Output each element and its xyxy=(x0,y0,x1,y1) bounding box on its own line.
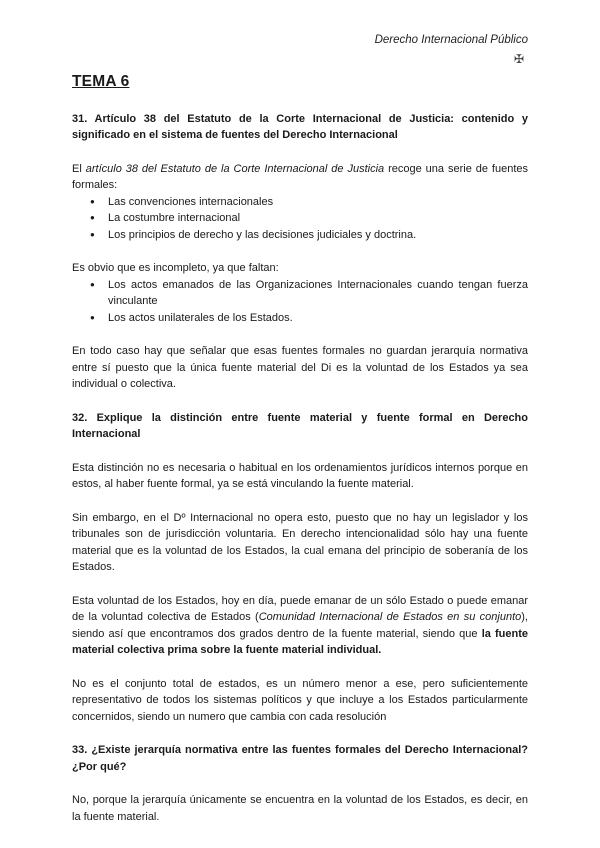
q32-p3-text-a: Esta voluntad de los Estados, hoy en día, puede emanar de un sólo Estado o puede emanar de la voluntad colectiva de Estados ( xyxy=(72,594,528,623)
list-item: ● La costumbre internacional xyxy=(108,210,528,227)
q31-p1-emphasis: artículo 38 del Estatuto de la Corte Internacional de Justicia xyxy=(85,162,385,175)
list-item: ● Los actos emanados de las Organizaciones Internacionales cuando tengan fuerza vinculante xyxy=(108,277,528,310)
q31-p1-text-a: El xyxy=(72,162,86,175)
q33-paragraph-1: No, porque la jerarquía únicamente se encuentra en la voluntad de los Estados, es decir, en la fuente material. xyxy=(72,794,528,823)
page-content xyxy=(72,74,528,842)
q31-paragraph-1 xyxy=(72,161,528,194)
list-item: ● Los principios de derecho y las decisiones judiciales y doctrina. xyxy=(108,227,528,244)
q32-p3-bold: la fuente material colectiva prima sobre la fuente material individual. xyxy=(72,627,528,656)
q32-p3-emphasis: Comunidad Internacional de Estados en su conjunto xyxy=(258,611,522,623)
question-31-title: 31. Artículo 38 del Estatuto de la Corte Internacional de Justicia: contenido y significado en el sistema de fuentes del Derecho Internacional xyxy=(72,112,528,141)
q32-paragraph-3 xyxy=(72,593,528,659)
q31-paragraph-3: En todo caso hay que señalar que esas fuentes formales no guardan jerarquía normativa entre sí puesto que la única fuente material del Di es la voluntad de los Estados ya sea individual o colectiva. xyxy=(72,345,528,390)
q32-paragraph-4: No es el conjunto total de estados, es un número menor a ese, pero suficientemente representativo de todos los sistemas políticos y que incluye a los Estados particularmente concernidos, siendo un numero que cambia con cada resolución xyxy=(72,677,528,723)
question-33-title: 33. ¿Existe jerarquía normativa entre las fuentes formales del Derecho Internacional? ¿Por qué? xyxy=(72,744,528,773)
q32-paragraph-2: Sin embargo, en el Dº Internacional no opera esto, puesto que no hay un legislador y los tribunales son de jurisdicción voluntaria. En derecho intencionalidad sólo hay una fuente material que es la voluntad de los Estados, la cual emana del principio de soberanía de los Estados. xyxy=(72,511,528,573)
question-32-title: 32. Explique la distinción entre fuente material y fuente formal en Derecho Internacional xyxy=(72,411,528,440)
cross-mark-icon: ✠ xyxy=(513,52,524,66)
running-header: Derecho Internacional Público xyxy=(374,34,528,46)
list-item: ● Los actos unilaterales de los Estados. xyxy=(108,310,528,327)
q31-p1-text-b: recoge una serie de fuentes formales: xyxy=(72,162,529,191)
q31-paragraph-2: Es obvio que es incompleto, ya que faltan: xyxy=(72,262,279,274)
section-heading: TEMA 6 xyxy=(72,73,130,90)
formal-sources-list xyxy=(72,194,528,244)
q32-paragraph-1: Esta distinción no es necesaria o habitual en los ordenamientos jurídicos internos porque en estos, al haber fuente formal, ya se está vinculando la fuente material. xyxy=(72,461,528,490)
list-item: ● Las convenciones internacionales xyxy=(108,194,528,211)
missing-sources-list xyxy=(72,277,528,327)
q32-p3-text-b: ), siendo así que encontramos dos grados dentro de la fuente material, siendo que xyxy=(72,611,528,640)
